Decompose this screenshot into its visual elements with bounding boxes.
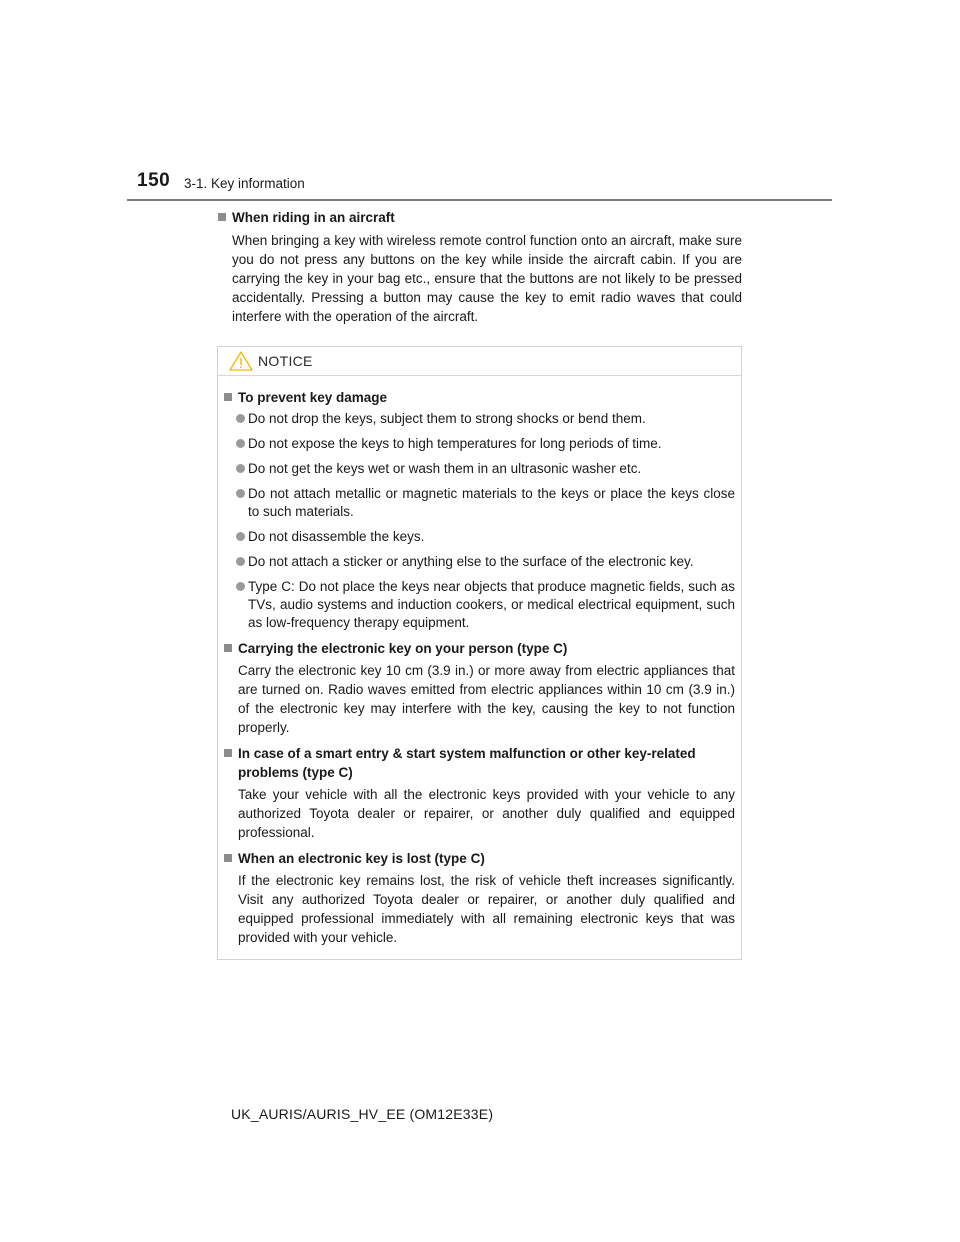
footer-code: UK_AURIS/AURIS_HV_EE (OM12E33E) xyxy=(231,1106,494,1122)
list-item xyxy=(224,553,735,571)
header-rule xyxy=(127,199,832,201)
notice-title: NOTICE xyxy=(258,353,313,369)
prevent-damage-heading-text: To prevent key damage xyxy=(238,390,388,405)
list-item xyxy=(224,485,735,521)
list-item-text: Do not get the keys wet or wash them in an ultrasonic washer etc. xyxy=(248,461,642,476)
notice-box xyxy=(217,346,742,960)
section-title: 3-1. Key information xyxy=(184,176,305,191)
round-bullet-icon xyxy=(236,464,245,473)
square-bullet-icon xyxy=(224,749,232,757)
square-bullet-icon xyxy=(224,393,232,401)
notice-header xyxy=(218,347,741,376)
prevent-damage-heading xyxy=(224,388,735,407)
list-item-text: Do not drop the keys, subject them to strong shocks or bend them. xyxy=(248,411,646,426)
square-bullet-icon xyxy=(224,854,232,862)
lost-heading xyxy=(224,849,735,868)
square-bullet-icon xyxy=(224,644,232,652)
carrying-body: Carry the electronic key 10 cm (3.9 in.) or more away from electric appliances that are turned on. Radio waves emitted from electric appliances within 10 cm (3.9 in.) of the electronic key may interfere with the key, causing the key to not function properly. xyxy=(238,663,735,735)
malfunction-heading xyxy=(224,744,735,782)
notice-body xyxy=(218,376,741,947)
round-bullet-icon xyxy=(236,489,245,498)
aircraft-body: When bringing a key with wireless remote control function onto an aircraft, make sure you do not press any buttons on the key while inside the aircraft cabin. If you are carrying the key in your bag etc., ensure that the buttons are not likely to be pressed accidentally. Pressing a button may cause the key to emit radio waves that could interfere with the operation of the aircraft. xyxy=(232,233,742,324)
round-bullet-icon xyxy=(236,439,245,448)
lost-body: If the electronic key remains lost, the risk of vehicle theft increases significantly. Visit any authorized Toyota dealer or repairer, or another duly qualified and equipped professional immediately with all remaining electronic keys that was provided with your vehicle. xyxy=(238,873,735,945)
lost-heading-text: When an electronic key is lost (type C) xyxy=(238,851,485,866)
list-item-text: Do not disassemble the keys. xyxy=(248,529,425,544)
list-item-text: Do not expose the keys to high temperatures for long periods of time. xyxy=(248,436,662,451)
warning-triangle-icon xyxy=(229,351,253,371)
square-bullet-icon xyxy=(218,213,226,221)
round-bullet-icon xyxy=(236,557,245,566)
page-number: 150 xyxy=(137,170,171,191)
list-item xyxy=(224,578,735,632)
list-item xyxy=(224,528,735,546)
list-item xyxy=(224,435,735,453)
round-bullet-icon xyxy=(236,532,245,541)
round-bullet-icon xyxy=(236,414,245,423)
list-item-text: Type C: Do not place the keys near objects that produce magnetic fields, such as TVs, audio systems and induction cookers, or medical electrical equipment, such as low-frequency therapy equipment. xyxy=(248,579,735,630)
list-item-text: Do not attach a sticker or anything else to the surface of the electronic key. xyxy=(248,554,694,569)
carrying-heading xyxy=(224,639,735,658)
malfunction-body: Take your vehicle with all the electronic keys provided with your vehicle to any authorized Toyota dealer or repairer, or another duly qualified and equipped professional. xyxy=(238,787,735,840)
malfunction-heading-text: In case of a smart entry & start system malfunction or other key-related problems (type C) xyxy=(238,746,696,780)
aircraft-heading xyxy=(218,208,742,227)
list-item xyxy=(224,460,735,478)
list-item-text: Do not attach metallic or magnetic materials to the keys or place the keys close to such materials. xyxy=(248,486,735,519)
aircraft-heading-text: When riding in an aircraft xyxy=(232,210,395,225)
round-bullet-icon xyxy=(236,582,245,591)
aircraft-section xyxy=(218,208,742,326)
carrying-heading-text: Carrying the electronic key on your person (type C) xyxy=(238,641,568,656)
list-item xyxy=(224,410,735,428)
